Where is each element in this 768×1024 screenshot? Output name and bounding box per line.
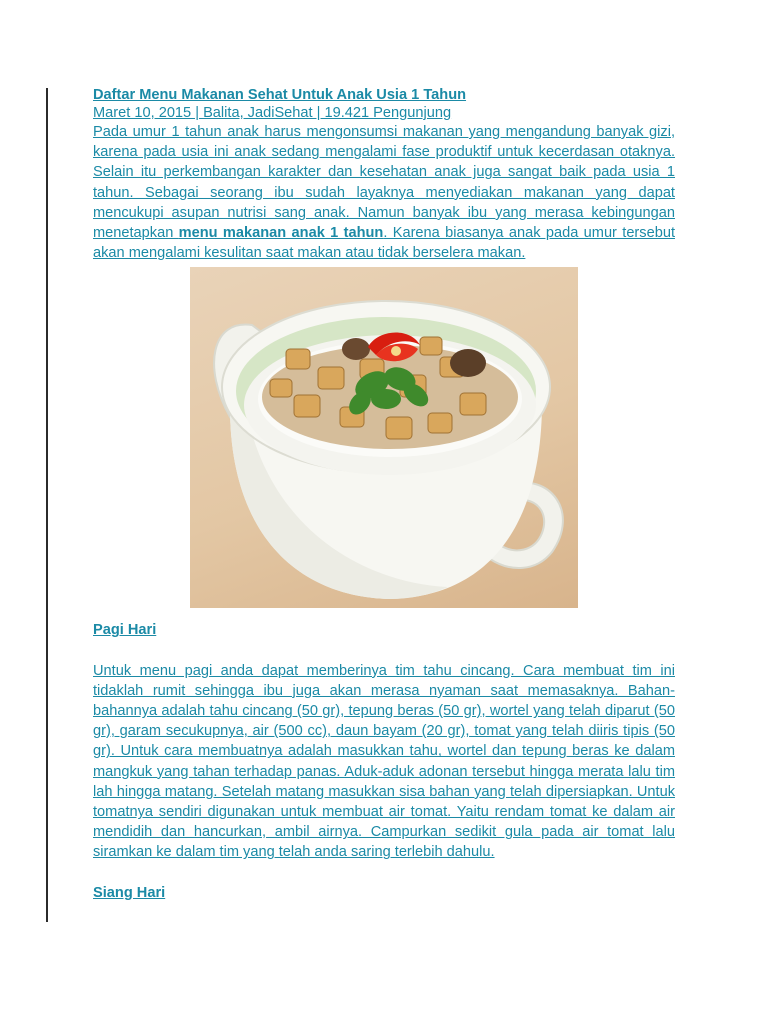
intro-paragraph[interactable] (93, 122, 675, 263)
article-meta[interactable]: Maret 10, 2015 | Balita, JadiSehat | 19.421 Pengunjung (93, 105, 452, 121)
intro-text-1: Pada umur 1 tahun anak harus mengonsumsi makanan yang mengandung banyak gizi, karena pada usia ini anak sedang mengalami fase produktif untuk kecerdasan otaknya. Selain itu perkembangan karakter dan kesehatan anak juga sangat baik pada usia 1 tahun. Sebagai seorang ibu sudah layaknya menyediakan makanan yang dapat mencukupi asupan nutrisi sang anak. Namun banyak ibu yang merasa kebingungan menetapkan (93, 124, 675, 242)
intro-text-2: . Karena biasanya anak pada umur tersebut akan mengalami kesulitan saat makan atau tidak berselera makan. (93, 225, 675, 262)
page-margin-line (46, 88, 48, 922)
article-title[interactable]: Daftar Menu Makanan Sehat Untuk Anak Usia 1 Tahun (93, 87, 467, 103)
section-heading-pagi[interactable]: Pagi Hari (93, 622, 157, 639)
intro-keyword-link[interactable]: menu makanan anak 1 tahun (178, 225, 384, 242)
porridge-bowl-photo (190, 267, 578, 608)
section-heading-siang[interactable]: Siang Hari (93, 884, 166, 901)
porridge-bowl-illustration (190, 267, 578, 608)
pagi-paragraph[interactable]: Untuk menu pagi anda dapat memberinya tim tahu cincang. Cara membuat tim ini tidaklah rumit sehingga ibu juga akan merasa nyaman saat memasaknya. Bahan-bahannya adalah tahu cincang (50 gr), tepung beras (50 gr), wortel yang telah diparut (50 gr), garam secukupnya, air (500 cc), daun bayam (20 gr), tomat yang telah diiris tipis (50 gr). Untuk cara membuatnya adalah masukkan tahu, wortel dan tepung beras ke dalam mangkuk yang tahan terhadap panas. Aduk-aduk adonan tersebut hingga merata lalu tim lah hingga matang. Setelah matang masukkan sisa bahan yang telah dipersiapkan. Untuk tomatnya sendiri digunakan untuk membuat air tomat. Yaitu rendam tomat ke dalam air mendidih dan hancurkan, ambil airnya. Campurkan sedikit gula pada air tomat lalu siramkan ke dalam tim yang telah anda saring terlebih dahulu. (93, 662, 675, 861)
article-body (93, 86, 675, 903)
